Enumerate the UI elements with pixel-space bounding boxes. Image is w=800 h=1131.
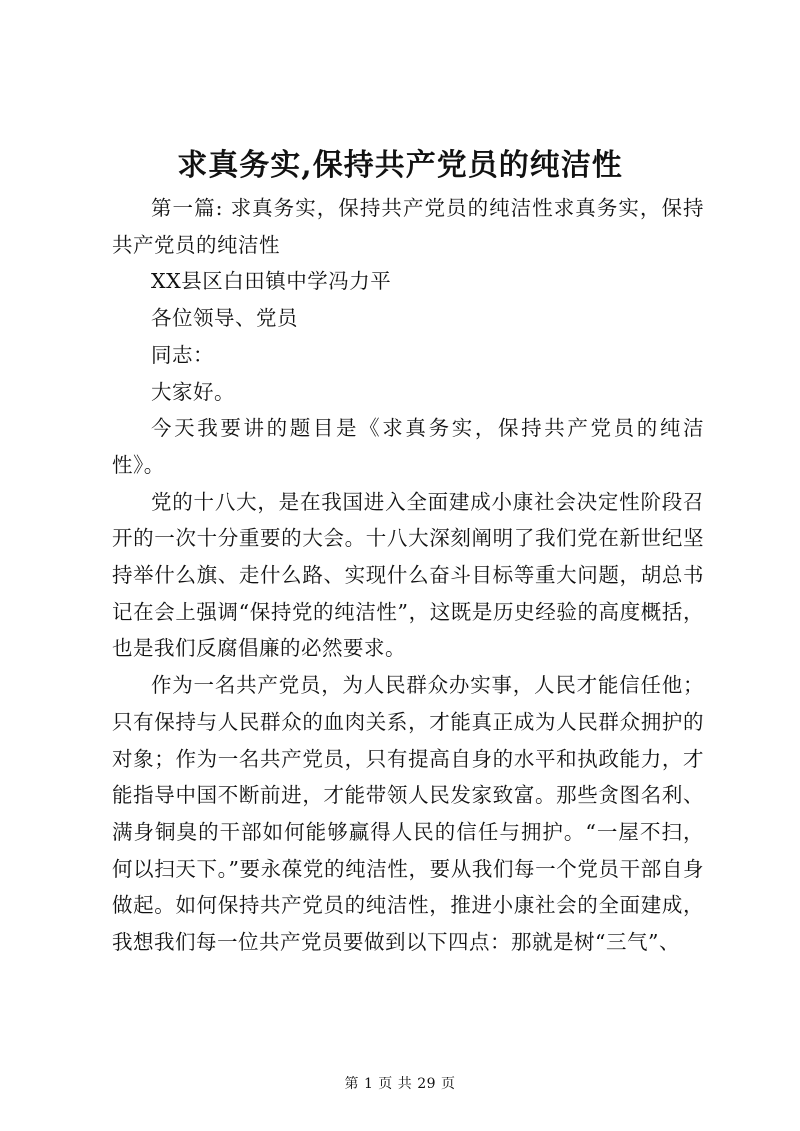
paragraph-heading: 第一篇: 求真务实，保持共产党员的纯洁性求真务实，保持共产党员的纯洁性 [112,196,704,257]
paragraph-greeting: 大家好。 [151,379,235,404]
document-title: 求真务实,保持共产党员的纯洁性 [177,148,623,183]
paragraph-salutation-cont: 同志： [151,342,214,367]
document-body [112,190,704,961]
page-footer: 第 1 页 共 29 页 [344,1076,456,1092]
paragraph-body-2: 作为一名共产党员，为人民群众办实事，人民才能信任他；只有保持与人民群众的血肉关系，才能真正成为人民群众拥护的对象；作为一名共产党员，只有提高自身的水平和执政能力，才能指导中国不断前进，才能带领人民发家致富。那些贪图名利、满身铜臭的干部如何能够赢得人民的信任与拥护。“一屋不扫，何以扫天下。”要永葆党的纯洁性，要从我们每一个党员干部自身做起。如何保持共产党员的纯洁性，推进小康社会的全面建成，我想我们每一位共产党员要做到以下四点：那就是树“三气”、 [112,673,704,955]
paragraph-body-1: 党的十八大，是在我国进入全面建成小康社会决定性阶段召开的一次十分重要的大会。十八大深刻阐明了我们党在新世纪坚持举什么旗、走什么路、实现什么奋斗目标等重大问题，胡总书记在会上强调“保持党的纯洁性”，这既是历史经验的高度概括，也是我们反腐倡廉的必然要求。 [112,489,704,661]
paragraph-salutation: 各位领导、党员 [151,306,298,331]
paragraph-topic: 今天我要讲的题目是《求真务实，保持共产党员的纯洁性》。 [112,416,704,477]
paragraph-author: XX县区白田镇中学冯力平 [151,269,392,294]
